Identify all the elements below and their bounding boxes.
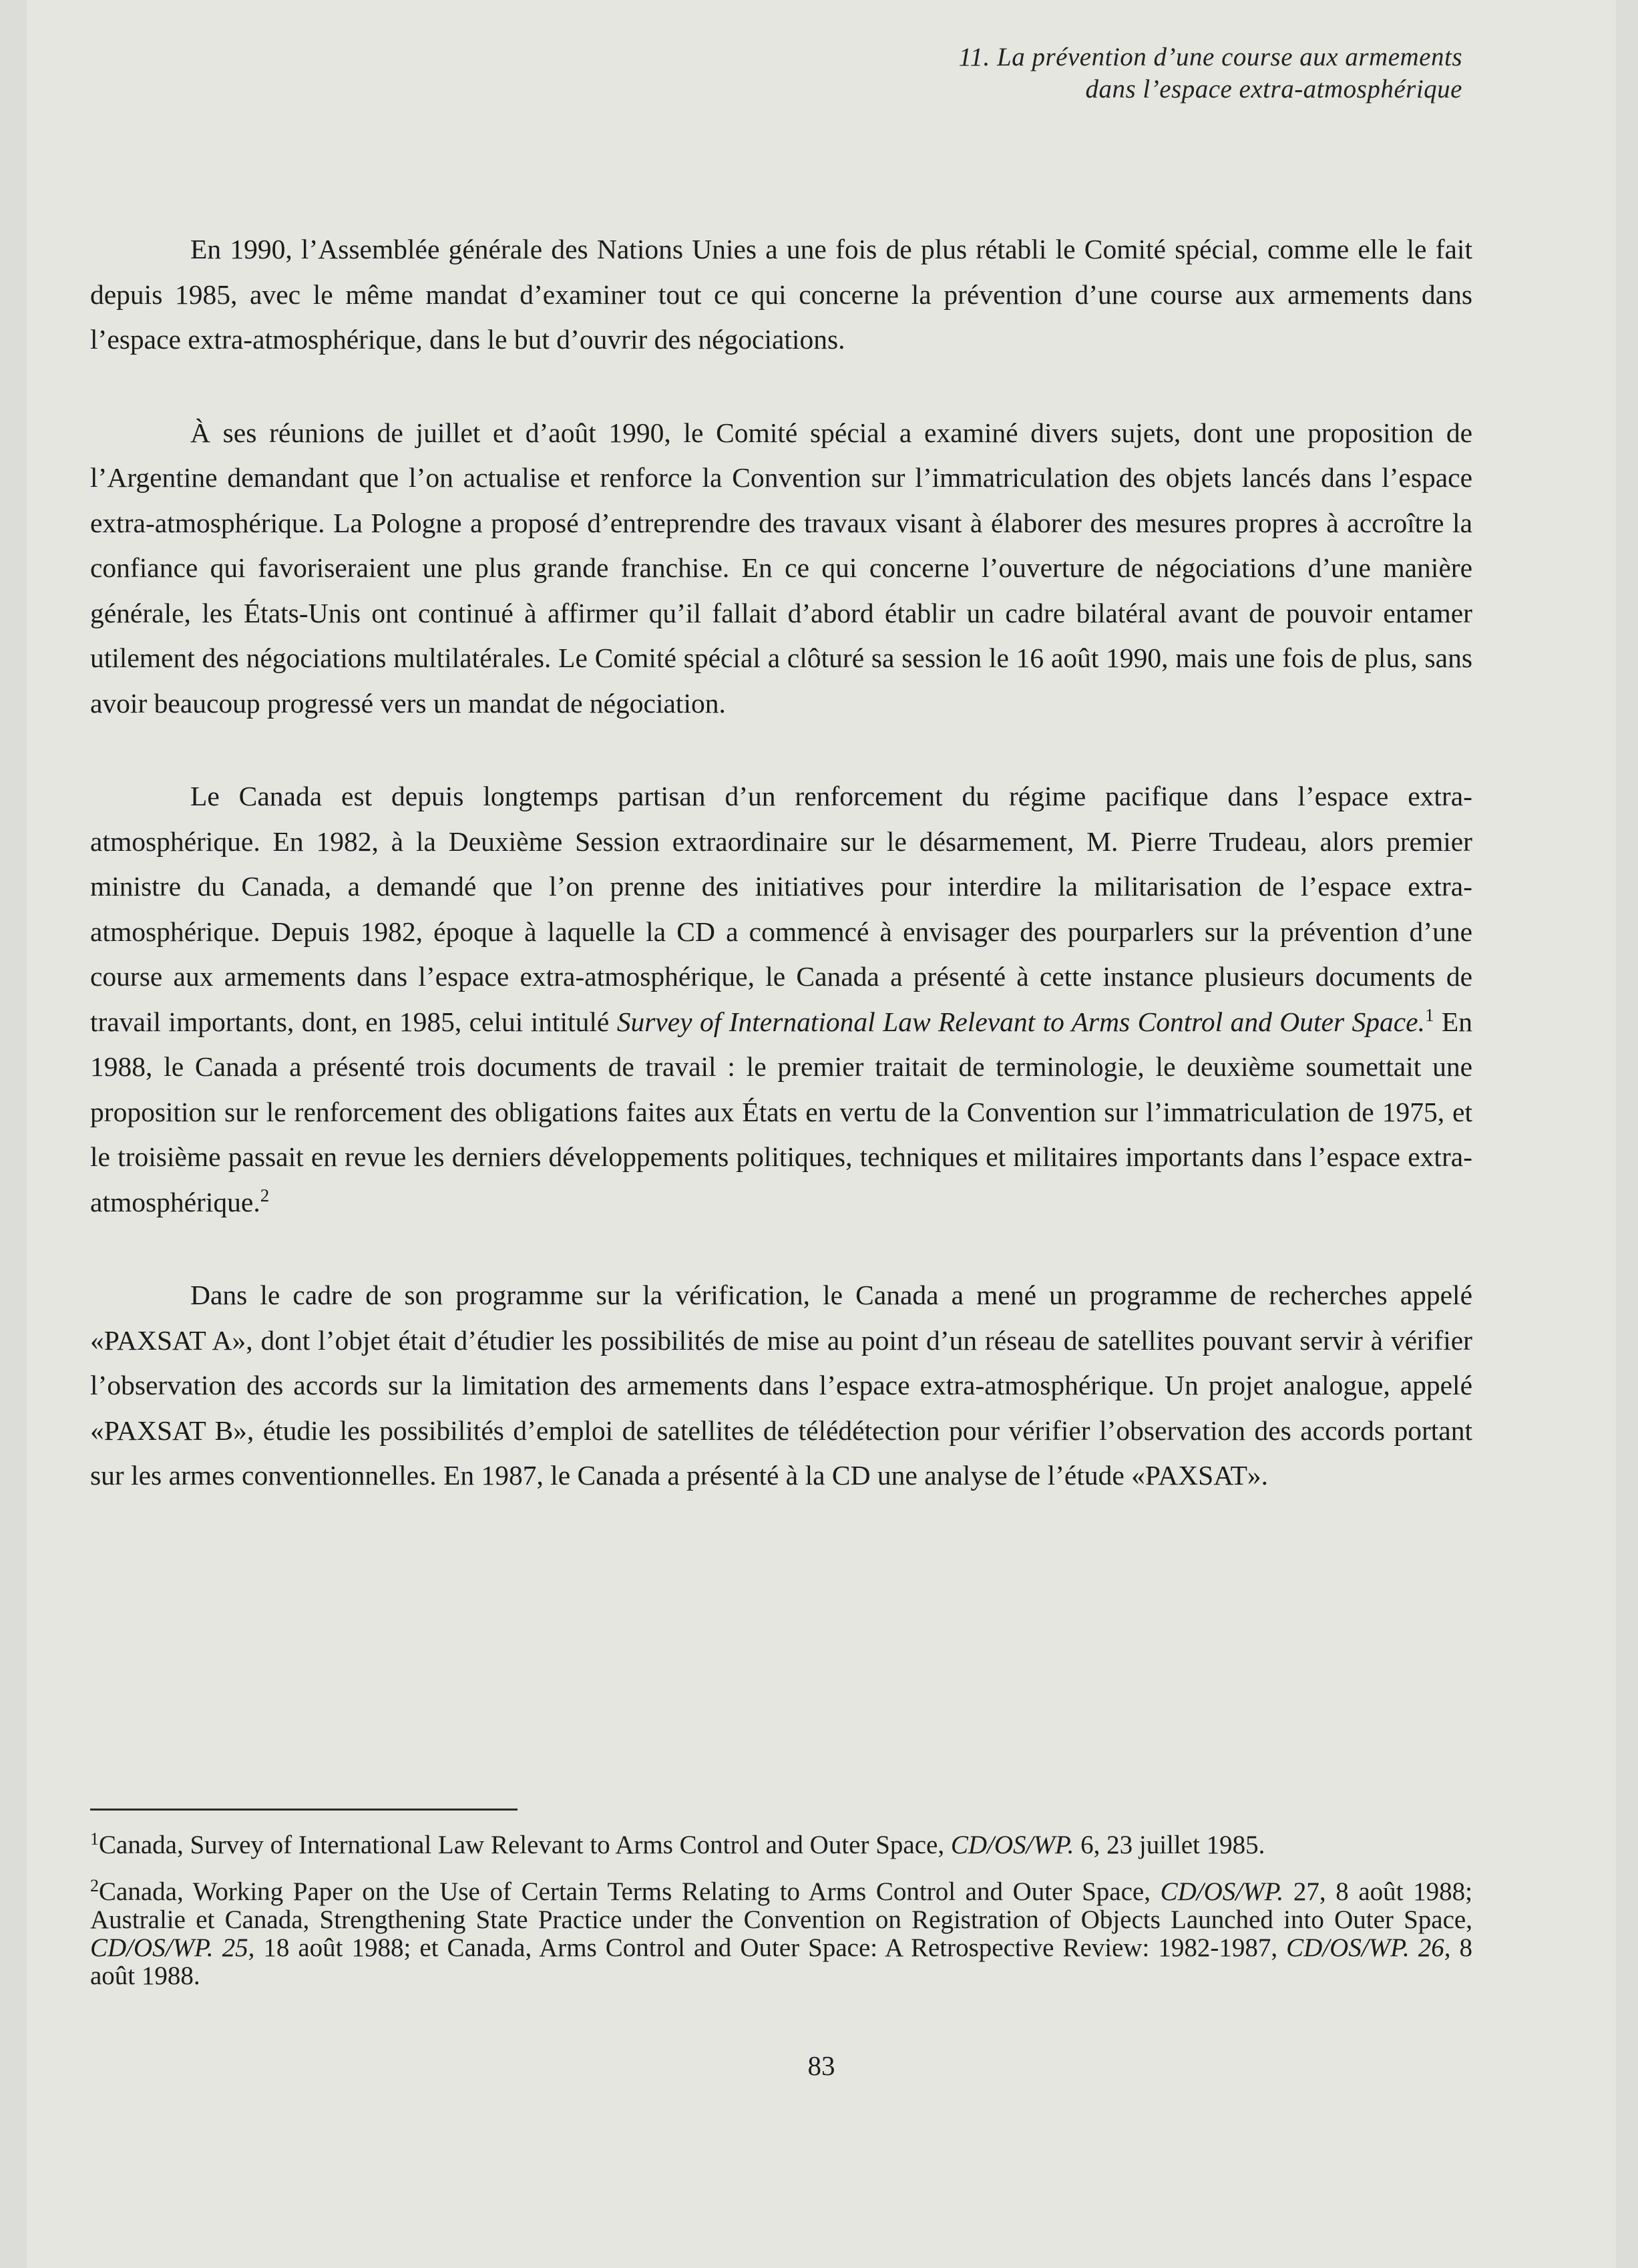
running-header (958, 41, 1462, 106)
paragraph-3-text-end: En 1988, le Canada a présenté trois documents de travail : le premier traitait de terminologie, le deuxième soumettait une proposition sur le renforcement des obligations faites aux États en vertu de la Convention sur l’immatriculation de 1975, et le troisième passait en revue les derniers développements politiques, techniques et militaires importants dans l’espace extra-atmosphérique. (90, 1006, 1472, 1217)
footnote-1-marker: 1 (90, 1829, 99, 1849)
footnote-2-ref-3: CD/OS/WP. 26, (1286, 1933, 1451, 1962)
footnote-2-ref-2: CD/OS/WP. 25, (90, 1933, 255, 1962)
footnote-2-text-2: 27, 8 août 1988; Australie et Canada, Strengthening State Practice under the Convention on Registration of Objects Launched into Outer Space, (90, 1877, 1473, 1934)
paragraph-4: Dans le cadre de son programme sur la vérification, le Canada a mené un programme de recherches appelé «PAXSAT A», dont l’objet était d’étudier les possibilités de mise au point d’un réseau de satellites pouvant servir à vérifier l’observation des accords sur la limitation des armements dans l’espace extra-atmosphérique. Un projet analogue, appelé «PAXSAT B», étudie les possibilités d’emploi de satellites de télédétection pour vérifier l’observation des accords portant sur les armes conventionnelles. En 1987, le Canada a présenté à la CD une analyse de l’étude «PAXSAT». (90, 1280, 1472, 1491)
body-text (90, 227, 1472, 1499)
cited-document-title: Survey of International Law Relevant to Arms Control and Outer Space. (616, 1006, 1425, 1037)
paragraph-2: À ses réunions de juillet et d’août 1990, le Comité spécial a examiné divers sujets, dont une proposition de l’Argentine demandant que l’on actualise et renforce la Convention sur l’immatriculation des objets lancés dans l’espace extra-atmosphérique. La Pologne a proposé d’entreprendre des travaux visant à élaborer des mesures propres à accroître la confiance qui favoriseraient une plus grande franchise. En ce qui concerne l’ouverture de négociations d’une manière générale, les États-Unis ont continué à affirmer qu’il fallait d’abord établir un cadre bilatéral avant de pouvoir entamer utilement des négociations multilatérales. Le Comité spécial a clôturé sa session le 16 août 1990, mais une fois de plus, sans avoir beaucoup progressé vers un mandat de négociation. (90, 417, 1472, 719)
footnote-2-text-3: 18 août 1988; et Canada, Arms Control and Outer Space: A Retrospective Review: 1982-1987, (254, 1933, 1287, 1962)
paragraph-3 (90, 774, 1472, 1225)
running-header-line-1: 11. La prévention d’une course aux armements (958, 43, 1462, 71)
document-page (27, 0, 1616, 2268)
footnote-separator (90, 1809, 518, 1811)
page-number: 83 (807, 2050, 835, 2081)
footnote-1-ref: CD/OS/WP. (950, 1831, 1074, 1859)
footnote-1-tail: 6, 23 juillet 1985. (1074, 1831, 1265, 1859)
footnote-2-text-1: Canada, Working Paper on the Use of Certain Terms Relating to Arms Control and Outer Space, (99, 1877, 1161, 1906)
footnote-2-ref-1: CD/OS/WP. (1160, 1877, 1284, 1906)
running-header-line-2: dans l’espace extra-atmosphérique (1085, 75, 1462, 104)
footnotes (90, 1831, 1472, 2009)
paragraph-1: En 1990, l’Assemblée générale des Nations Unies a une fois de plus rétabli le Comité spécial, comme elle le fait depuis 1985, avec le même mandat d’examiner tout ce qui concerne la prévention d’une course aux armements dans l’espace extra-atmosphérique, dans le but d’ouvrir des négociations. (90, 234, 1472, 355)
paragraph-3-text-start: Le Canada est depuis longtemps partisan d’un renforcement du régime pacifique dans l’espace extra-atmosphérique. En 1982, à la Deuxième Session extraordinaire sur le désarmement, M. Pierre Trudeau, alors premier ministre du Canada, a demandé que l’on prenne des initiatives pour interdire la militarisation de l’espace extra-atmosphérique. Depuis 1982, époque à laquelle la CD a commencé à envisager des pourparlers sur la prévention d’une course aux armements dans l’espace extra-atmosphérique, le Canada a présenté à cette instance plusieurs documents de travail importants, dont, en 1985, celui intitulé (90, 781, 1472, 1037)
footnote-2-text-4: 8 août 1988. (90, 1933, 1473, 1990)
footnote-1-text: Canada, Survey of International Law Relevant to Arms Control and Outer Space, (99, 1831, 951, 1859)
footnote-ref-2: 2 (260, 1185, 270, 1205)
footnote-2-marker: 2 (90, 1876, 99, 1895)
footnote-1 (90, 1831, 1472, 1859)
footnote-2 (90, 1878, 1472, 1990)
footnote-ref-1: 1 (1424, 1004, 1434, 1025)
